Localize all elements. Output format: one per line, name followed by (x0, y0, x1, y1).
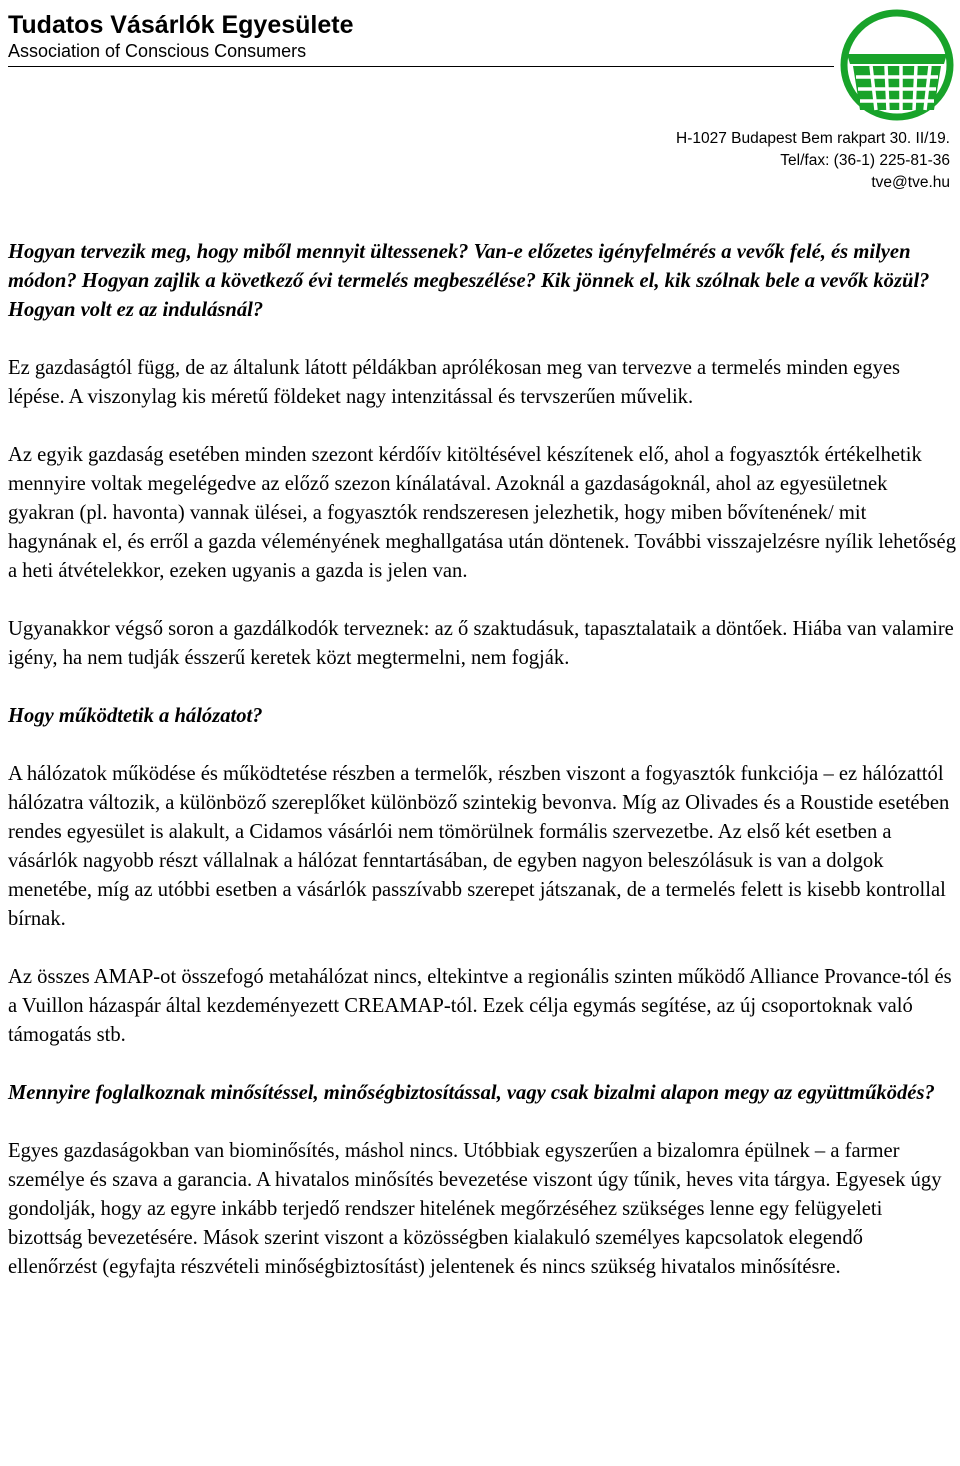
contact-block (676, 128, 950, 194)
organization-subtitle: Association of Conscious Consumers (8, 41, 307, 61)
document-body (8, 238, 956, 1311)
organization-name: Tudatos Vásárlók Egyesülete (8, 11, 354, 39)
letterhead (8, 8, 952, 128)
basket-logo-icon (834, 2, 960, 128)
header-rule (8, 66, 834, 67)
paragraph: A hálózatok működése és működtetése részben a termelők, részben viszont a fogyasztók funkciója – ez hálózattól hálózatra változik, a különböző szereplőket különböző szintekig bevonva. Míg az Olivades és a Roustide esetében rendes egyesület is alakult, a Cidamos vásárlói nem tömörülnek formális szervezetbe. Az első két esetben a vásárlók nagyobb részt vállalnak a hálózat fenntartásában, de egyben nagyon beleszólásuk is van a dolgok menetébe, míg az utóbbi esetben a vásárlók passzívabb szerepet játszanak, de a termelés felett is kisebb kontrollal bírnak. (8, 763, 950, 930)
paragraph: Az összes AMAP-ot összefogó metahálózat nincs, eltekintve a regionális szinten működő Alliance Provance-tól és a Vuillon házaspár által kezdeményezett CREAMAP-tól. Ezek célja egymás segítése, az új csoportoknak való támogatás stb. (8, 966, 952, 1046)
email-address: tve@tve.hu (871, 174, 950, 191)
postal-address: H-1027 Budapest Bem rakpart 30. II/19. (676, 130, 950, 147)
paragraph: Egyes gazdaságokban van biominősítés, máshol nincs. Utóbbiak egyszerűen a bizalomra épülnek – a farmer személye és szava a garancia. A hivatalos minősítés bevezetése viszont úgy tűnik, heves vita tárgya. Egyesek úgy gondolják, hogy az egyre inkább terjedő rendszer hitelének megőrzéséhez szükséges lenne egy felügyeleti bizottság bevezetésére. Mások szerint viszont a közösségben kialakuló személyes kapcsolatok elegendő ellenőrzést (egyfajta részvételi minőségbiztosítást) jelentenek és nincs szükség hivatalos minősítésre. (8, 1140, 942, 1278)
paragraph: Ez gazdaságtól függ, de az általunk látott példákban aprólékosan meg van tervezve a termelés minden egyes lépése. A viszonylag kis méretű földeket nagy intenzitással és tervszerűen művelik. (8, 357, 901, 408)
question-certification: Mennyire foglalkoznak minősítéssel, minőségbiztosítással, vagy csak bizalmi alapon megy az együttműködés? (8, 1082, 935, 1104)
paragraph: Ugyanakkor végső soron a gazdálkodók terveznek: az ő szaktudásuk, tapasztalataik a döntőek. Hiába van valamire igény, ha nem tudják ésszerű keretek közt megtermelni, nem fogják. (8, 618, 954, 669)
question-planning: Hogyan tervezik meg, hogy miből mennyit ültessenek? Van-e előzetes igényfelmérés a vevők felé, és milyen módon? Hogyan zajlik a következő évi termelés megbeszélése? Kik jönnek el, kik szólnak bele a vevők közül? Hogyan volt ez az indulásnál? (8, 241, 930, 321)
phone-fax: Tel/fax: (36-1) 225-81-36 (780, 152, 950, 169)
question-network: Hogy működtetik a hálózatot? (8, 705, 263, 727)
paragraph: Az egyik gazdaság esetében minden szezont kérdőív kitöltésével készítenek elő, ahol a fogyasztók értékelhetik mennyire voltak megelégedve az előző szezon kínálatával. Azoknál a gazdaságoknál, ahol az egyesületnek gyakran (pl. havonta) vannak ülései, a fogyasztók rendszeresen jelezhetik, hogy miben bővítenének/ mit hagynának el, és erről a gazda véleményének meghallgatása után döntenek. További visszajelzésre nyílik lehetőség a heti átvételekkor, ezeken ugyanis a gazda is jelen van. (8, 444, 956, 582)
